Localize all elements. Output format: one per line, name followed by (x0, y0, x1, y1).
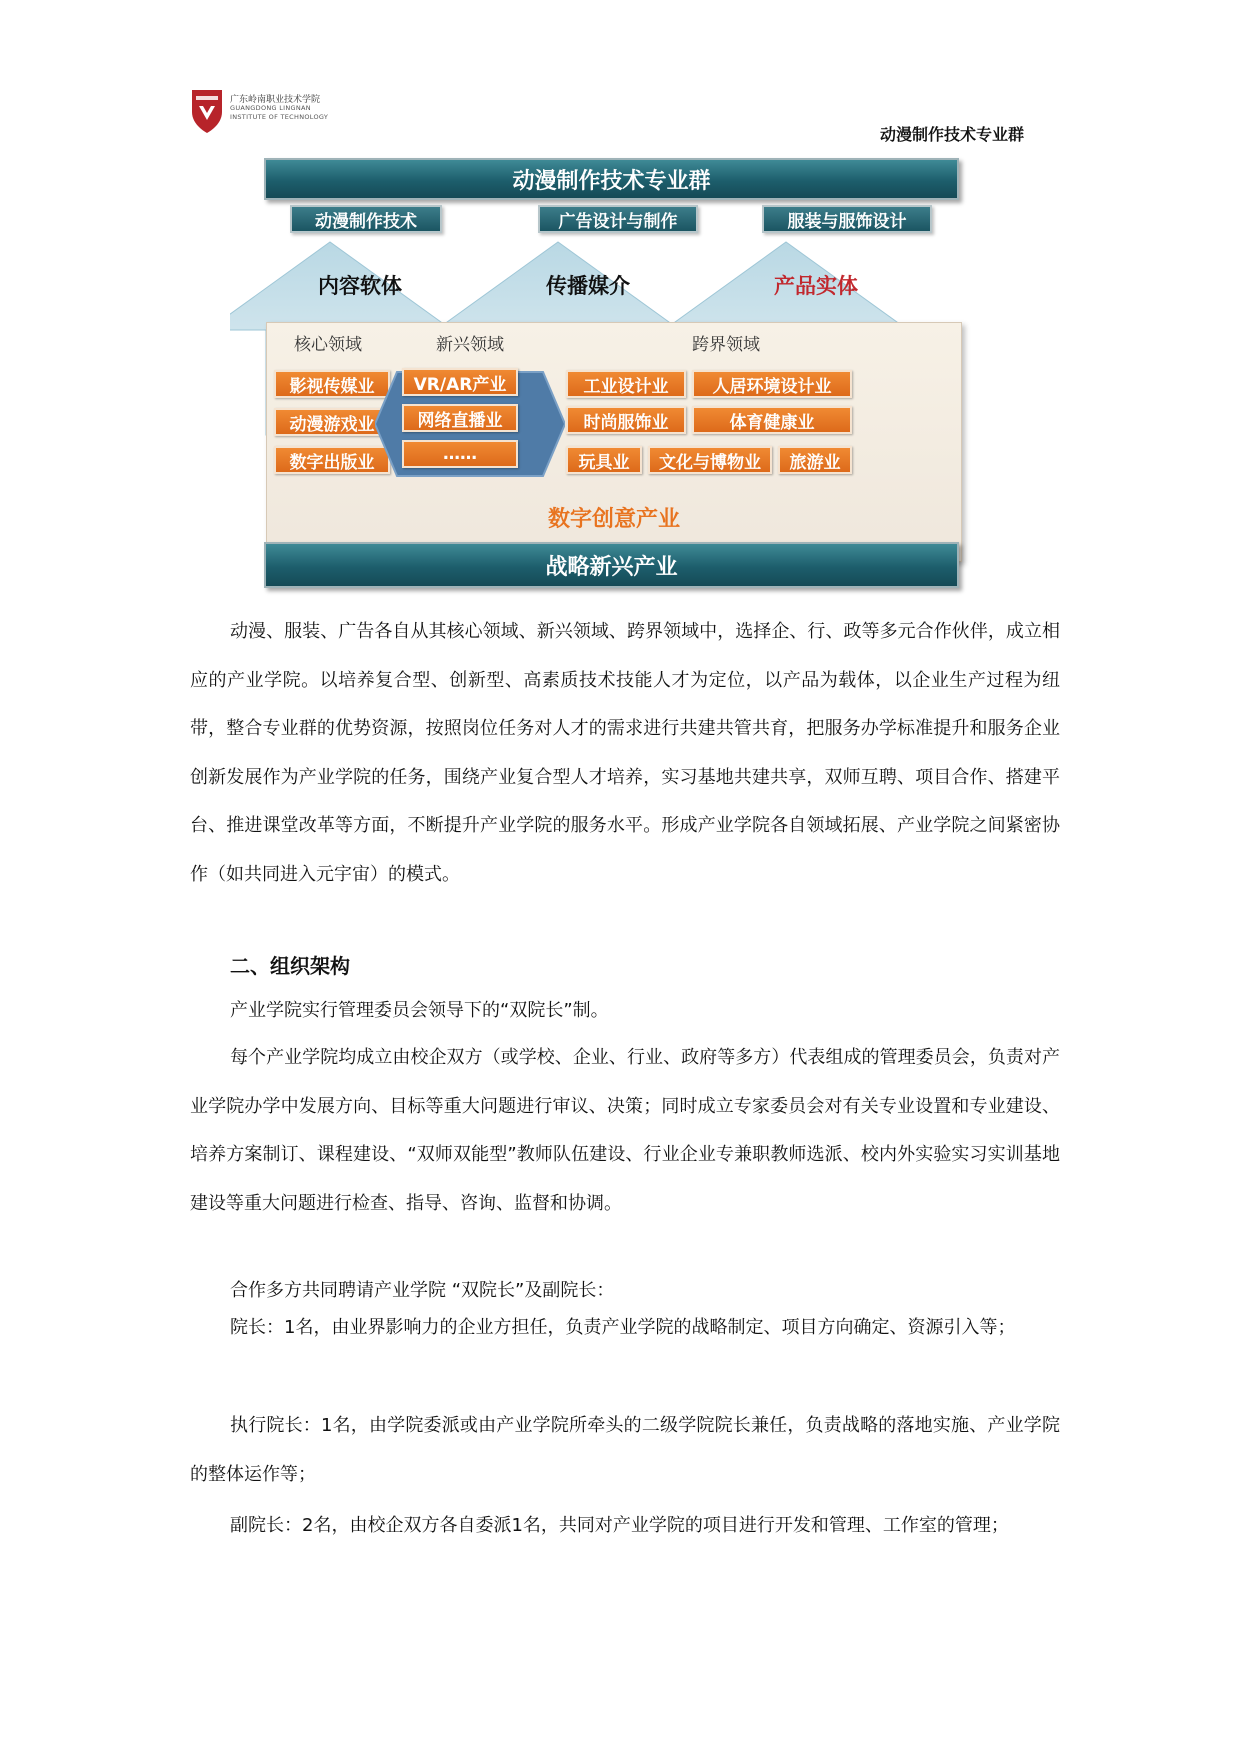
cross-item: 体育健康业 (692, 406, 852, 434)
arrow-label-content: 内容软体 (318, 274, 402, 298)
college-shield-icon (190, 88, 224, 134)
emerging-item: …… (402, 440, 518, 468)
core-item: 影视传媒业 (274, 370, 390, 398)
industry-diagram (230, 150, 998, 600)
cross-item: 人居环境设计业 (692, 370, 852, 398)
paragraph-appoint: 合作多方共同聘请产业学院 “双院长”及副院长： (230, 1280, 615, 1301)
paragraph-vice-dean: 副院长：2名，由校企双方各自委派1名，共同对产业学院的项目进行开发和管理、工作室的管理； (230, 1515, 1009, 1536)
arrow-label-product: 产品实体 (774, 274, 858, 298)
emerging-item: VR/AR产业 (402, 368, 518, 396)
zone-label-cross: 跨界领域 (692, 335, 760, 355)
paragraph-executive-dean: 执行院长：1名，由学院委派或由产业学院所牵头的二级学院院长兼任，负责战略的落地实施、产业学院的整体运作等； (190, 1415, 1060, 1485)
logo-english-line-1: GUANGDONG LINGNAN (230, 104, 311, 112)
paragraph-intro: 动漫、服装、广告各自从其核心领域、新兴领域、跨界领域中，选择企、行、政等多元合作伙伴，成立相应的产业学院。以培养复合型、创新型、高素质技术技能人才为定位，以产品为载体，以企业生产过程为纽带，整合专业群的优势资源，按照岗位任务对人才的需求进行共建共管共育，把服务办学标准提升和服务企业创新发展作为产业学院的任务，围绕产业复合型人才培养，实习基地共建共享，双师互聘、项目合作、搭建平台、推进课堂改革等方面，不断提升产业学院的服务水平。形成产业学院各自领域拓展、产业学院之间紧密协作（如共同进入元宇宙）的模式。 (190, 621, 1060, 885)
college-logo (190, 86, 340, 142)
major-tag-fashion: 服装与服饰设计 (762, 205, 932, 233)
cross-item: 玩具业 (566, 446, 642, 474)
digital-creative-label: 数字创意产业 (547, 507, 680, 532)
core-item: 动漫游戏业 (274, 408, 390, 436)
header-title: 动漫制作技术专业群 (880, 125, 1025, 144)
major-tag-advertising: 广告设计与制作 (538, 205, 698, 233)
logo-chinese-name: 广东岭南职业技术学院 (230, 95, 321, 105)
bottom-banner: 战略新兴产业 (264, 542, 959, 588)
cross-item: 旅游业 (778, 446, 852, 474)
paragraph-committee: 每个产业学院均成立由校企双方（或学校、企业、行业、政府等多方）代表组成的管理委员会，负责对产业学院办学中发展方向、目标等重大问题进行审议、决策；同时成立专家委员会对有关专业设置和专业建设、培养方案制订、课程建设、“双师双能型”教师队伍建设、行业企业专兼职教师选派、校内外实验实习实训基地建设等重大问题进行检查、指导、咨询、监督和协调。 (190, 1047, 1060, 1214)
major-tag-animation: 动漫制作技术 (290, 205, 442, 233)
paragraph-dual-dean: 产业学院实行管理委员会领导下的“双院长”制。 (230, 1000, 609, 1021)
logo-english-line-2: INSTITUTE OF TECHNOLOGY (230, 113, 329, 121)
arrow-label-media: 传播媒介 (546, 274, 630, 298)
cross-item: 时尚服饰业 (566, 406, 686, 434)
cross-item: 文化与博物业 (648, 446, 772, 474)
zone-label-core: 核心领域 (294, 335, 362, 355)
paragraph-dean: 院长：1名，由业界影响力的企业方担任，负责产业学院的战略制定、项目方向确定、资源引入等； (230, 1317, 1016, 1338)
top-banner: 动漫制作技术专业群 (264, 158, 959, 200)
core-item: 数字出版业 (274, 446, 390, 474)
cross-item: 工业设计业 (566, 370, 686, 398)
section-heading: 二、组织架构 (230, 954, 350, 978)
emerging-item: 网络直播业 (402, 404, 518, 432)
zone-label-emerging: 新兴领域 (436, 335, 504, 355)
